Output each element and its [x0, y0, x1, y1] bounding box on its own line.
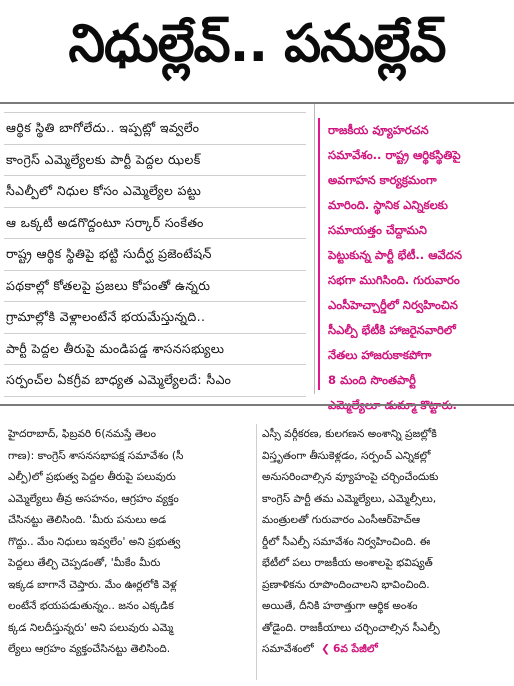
- article-line: పెద్దలు తేల్చి చెప్పడంతో, 'మీకేం మీరు: [8, 557, 161, 569]
- bullet-item: ఆర్థిక స్థితి బాగోలేదు.. ఇప్పట్లో ఇవ్వలేం: [4, 112, 306, 145]
- article-line: ఎస్సీ వర్గీకరణ, కులగణన అంశాన్ని ప్రజల్లోకి: [262, 428, 437, 440]
- article-line: గాణ): కాంగ్రెస్ శాసనసభాపక్ష సమావేశం (సీ: [8, 449, 184, 462]
- bullet-item: పార్టీ పెద్దల తీరుపై మండిపడ్డ శాసనసభ్యులు: [4, 334, 306, 366]
- article-line: భేటీలో పలు రాజకీయ అంశాలపై భవిష్యత్: [262, 557, 433, 569]
- sidebar-summary: [318, 118, 508, 390]
- sidebar-line: సమాయత్తం చేద్దామని: [328, 223, 427, 237]
- article-line: కాంగ్రెస్ పార్టీ తమ ఎమ్మెల్యేలు, ఎమ్మెల్సీలు,: [262, 492, 437, 505]
- article-line: అయితే, దీనికి హఠాత్తుగా ఆర్థిక అంశం: [262, 600, 418, 612]
- article-line: ప్రణాళికను రూపొందించాలని భావించింది.: [262, 578, 430, 591]
- sidebar-line: పెట్టుకున్న పార్టీ భేటీ.. ఆవేదన: [328, 248, 463, 262]
- headline: నిధుల్లేవ్.. పనుల్లేవ్: [68, 13, 446, 74]
- continued-link[interactable]: [321, 639, 378, 661]
- article-line: విస్తృతంగా తీసుకెళ్లడం, సర్పంచ్ ఎన్నికల్లో: [262, 449, 431, 462]
- bullet-item: కాంగ్రెస్ ఎమ్మెల్యేలకు పార్టీ పెద్దల ఝలక్: [4, 145, 306, 177]
- article-line: క్కడ నిలదీస్తున్నరు' అని పలువురు ఎమ్మె: [8, 621, 174, 634]
- bullet-item: సీఎల్పీలో నిధుల కోసం ఎమ్మెల్యేల పట్టు: [4, 176, 306, 208]
- article-line: తోడైంది. రాజకీయాలు చర్చించాల్సిన సీఎల్పీ: [262, 621, 440, 634]
- bullet-list: [4, 112, 306, 388]
- headline-divider: [0, 102, 514, 104]
- article-line-text: సమావేశంలో: [262, 643, 314, 655]
- sidebar-line: 8 మంది సొంతపార్టీ: [328, 373, 416, 387]
- article-line: [262, 639, 508, 661]
- continued-label: 6వ పేజీలో: [332, 643, 378, 655]
- sidebar-line: నేతలు హాజరుకాకపోగా: [328, 348, 432, 362]
- bullet-item: ఆ ఒక్కటీ అడగొద్దంటూ సర్కార్ సంకేతం: [4, 208, 306, 240]
- column-separator: [314, 104, 315, 394]
- bullet-item: సర్పంచ్‌ల ఏకగ్రీవ బాధ్యత ఎమ్మెల్యేలదే: సీఎం: [4, 365, 306, 397]
- article-line: గొద్దు.. మేం నిధులు ఇవ్వలేం' అని ప్రభుత్వ: [8, 535, 181, 548]
- article-line: లంటేనే భయపడుతున్నం.. జనం ఎక్కడిక: [8, 600, 174, 612]
- article-line: ర్డీలో సీఎల్పీ సమావేశం నిర్వహించింది. ఈ: [262, 535, 431, 548]
- sidebar-line: ఎంసీహెచ్చార్డీలో నిర్వహించిన: [328, 298, 458, 312]
- sidebar-line: సీఎల్పీ భేటీకి హాజరైనవారిలో: [328, 323, 456, 337]
- bullet-item: గ్రామాల్లోకి వెళ్లాలంటేనే భయమేస్తున్నది..: [4, 302, 306, 334]
- article-column-left: [8, 424, 252, 676]
- chevron-left-icon: ❮: [321, 643, 330, 655]
- sidebar-line: అవగాహన కార్యక్రమంగా: [328, 173, 437, 187]
- article-column-right: [262, 424, 508, 676]
- sidebar-line: రాజకీయ వ్యూహరచన: [328, 123, 429, 137]
- sidebar-line: మారింది. స్థానిక ఎన్నికలకు: [328, 198, 448, 212]
- sidebar-line: సభగా ముగిసింది. గురువారం: [328, 273, 460, 287]
- article-line: ఎమ్మెల్యేలు తీవ్ర అసహనం, ఆగ్రహం వ్యక్తం: [8, 492, 179, 505]
- article-line: ఇక్కడ బాగానే చెప్తారు. మేం ఊర్లలోకి వెళ్ల: [8, 578, 177, 591]
- bullet-item: పథకాల్లో కోతలపై ప్రజలు కోపంతో ఉన్నరు: [4, 271, 306, 303]
- section-divider: [0, 404, 514, 406]
- article-line: ల్యేలు ఆగ్రహం వ్యక్తంచేసినట్టు తెలిసింది.: [8, 643, 171, 655]
- article-line: ఎల్పీ)లో ప్రభుత్వ పెద్దల తీరుపై పలువురు: [8, 471, 176, 483]
- sidebar-line: సమావేశం.. రాష్ట్ర ఆర్థికస్థితిపై: [328, 148, 461, 162]
- bullet-item: రాష్ట్ర ఆర్థిక స్థితిపై భట్టి సుదీర్ఘ ప్రజెంటేషన్: [4, 239, 306, 271]
- article-line: మంత్రులతో గురువారం ఎంసీఆర్‌హెచ్‌ఆ: [262, 514, 421, 526]
- article-line: అనుసరించాల్సిన వ్యూహంపై చర్చించేందుకు: [262, 471, 439, 483]
- article-column-separator: [256, 424, 257, 680]
- article-line: హైదరాబాద్, ఫిబ్రవరి 6(నమస్తే తెలం: [8, 428, 157, 440]
- article-line: చేసినట్టు తెలిసింది. 'మీరు పనులు అడ: [8, 514, 167, 526]
